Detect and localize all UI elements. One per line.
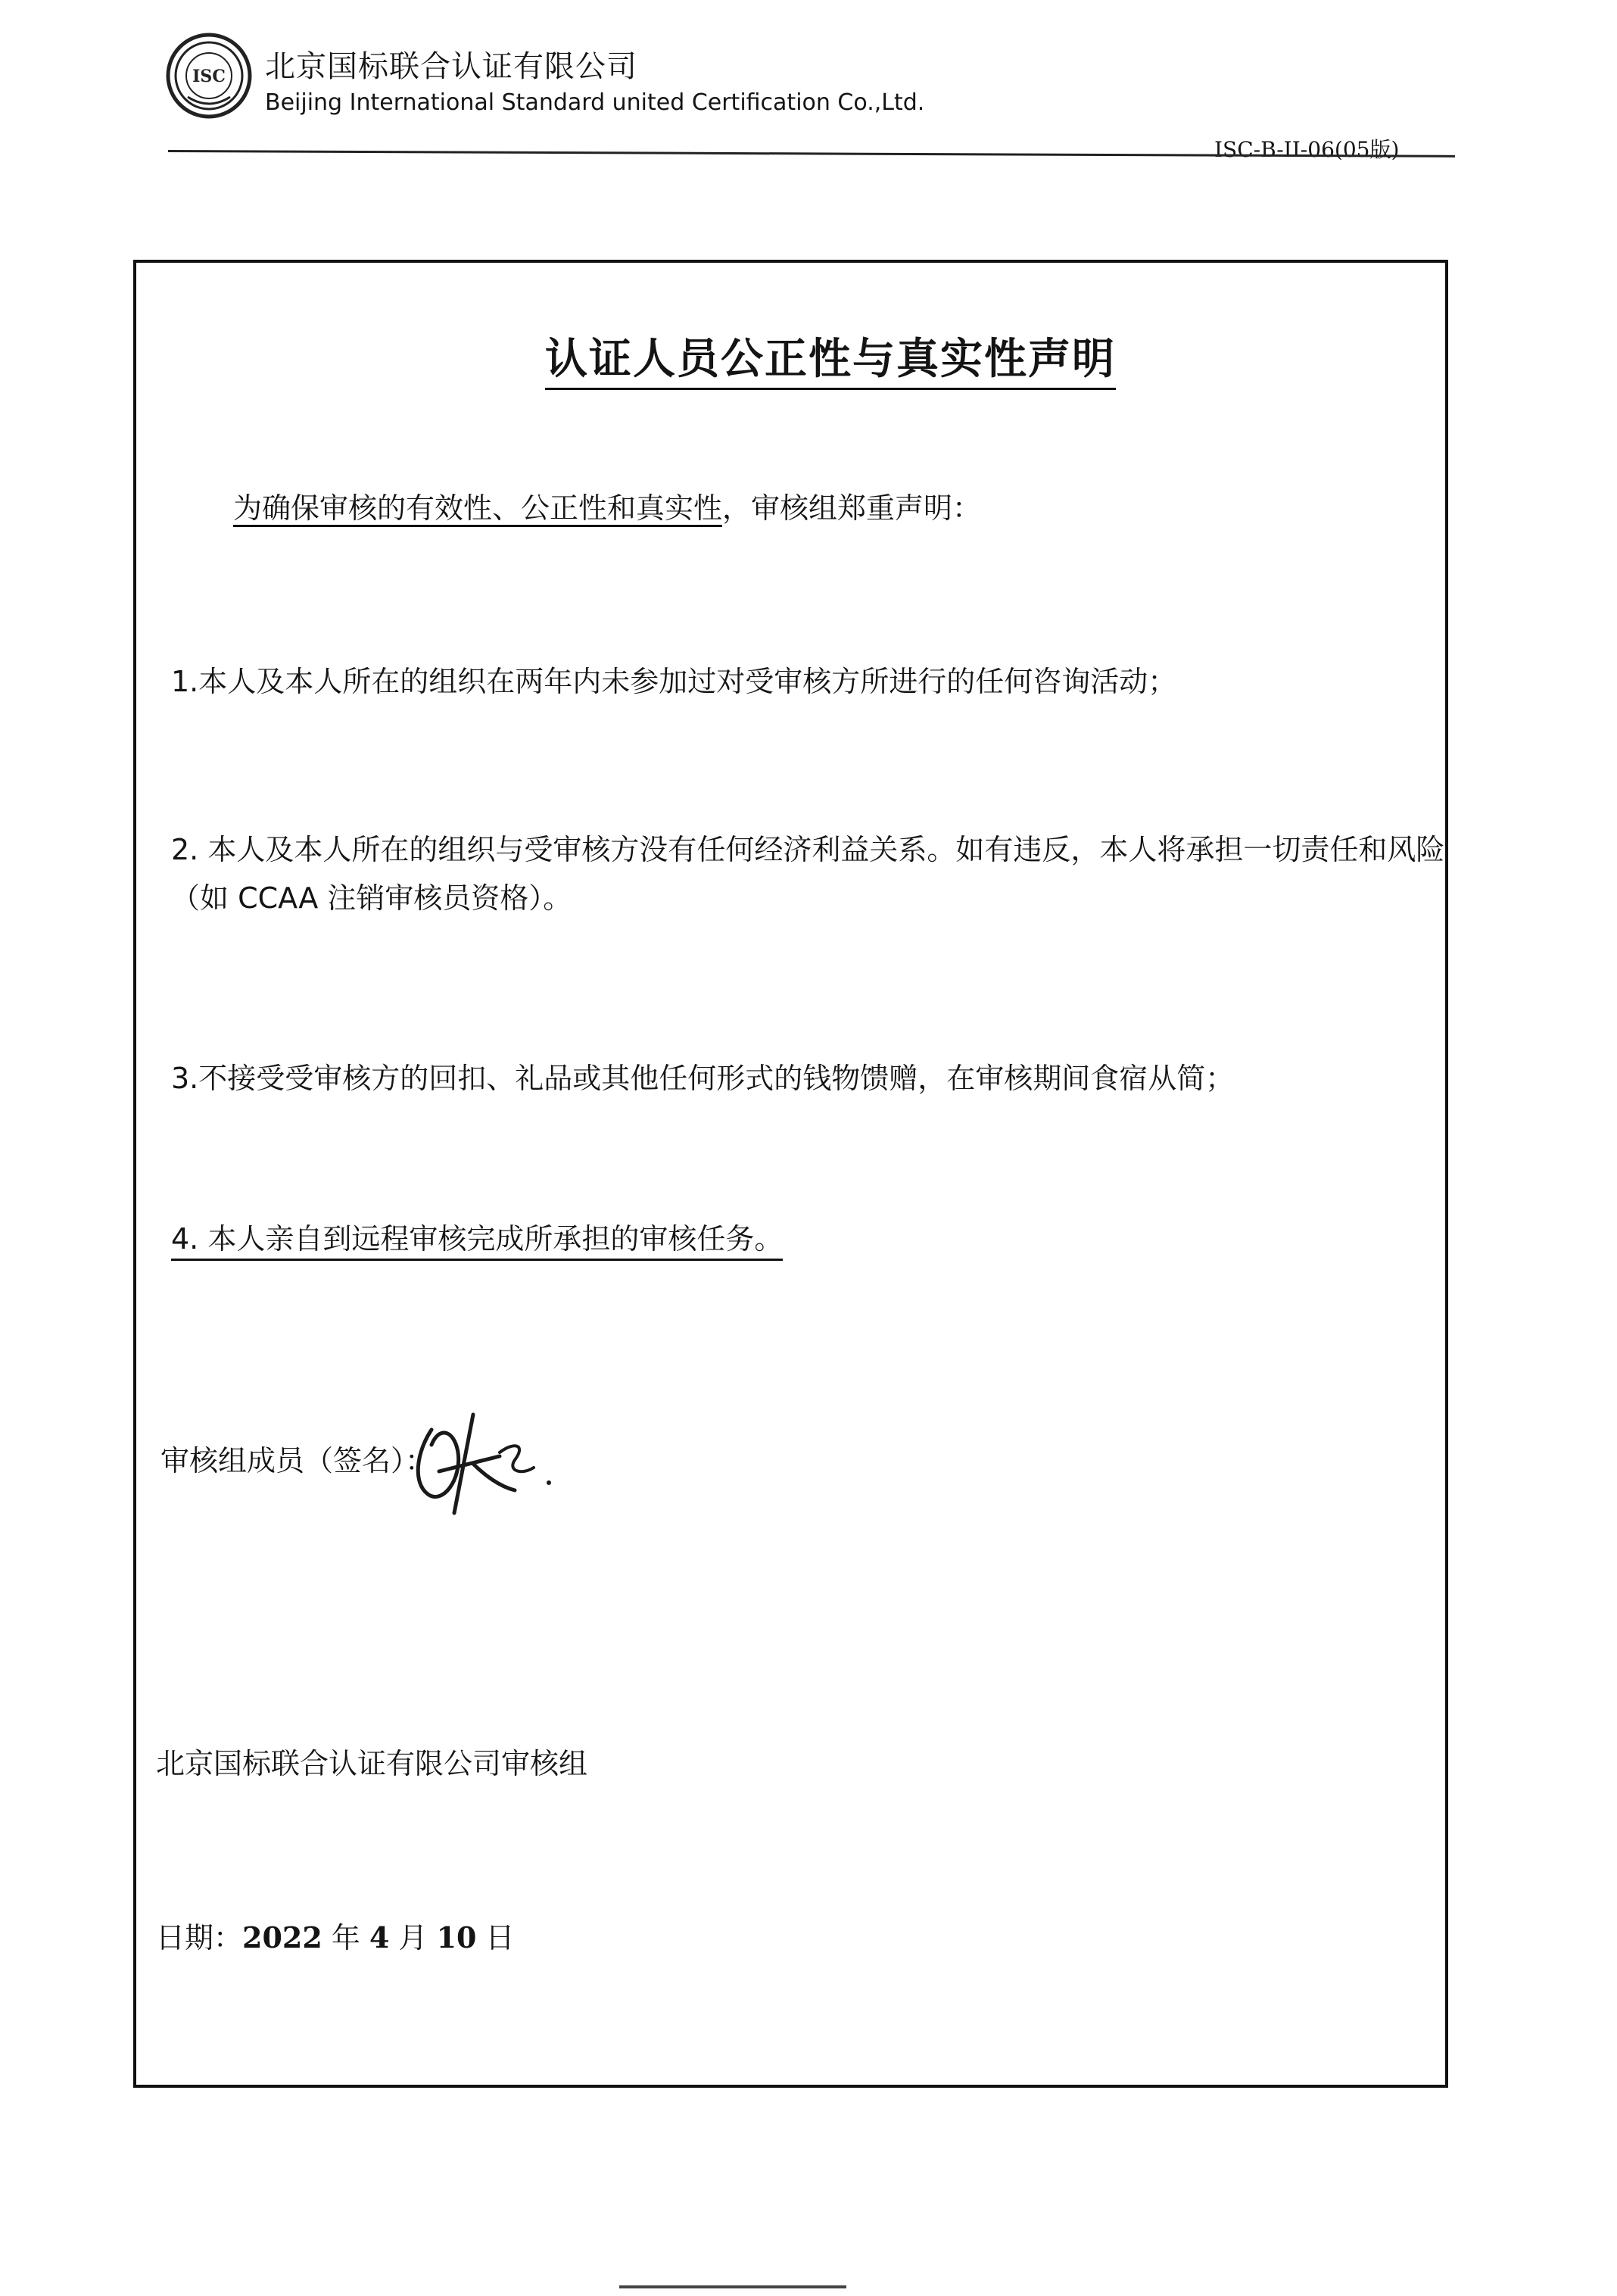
date-day-unit: 日 xyxy=(476,1921,515,1954)
page-footer-mark xyxy=(619,2285,846,2288)
declaration-item-4 xyxy=(171,1215,1443,1263)
svg-text:ISC: ISC xyxy=(192,67,226,86)
declaration-item-2: 2. 本人及本人所在的组织与受审核方没有任何经济利益关系。如有违反，本人将承担一切责任和风险（如 CCAA 注销审核员资格）。 xyxy=(171,833,1445,915)
intro-rest-text: ，审核组郑重声明： xyxy=(722,491,982,525)
declaration-frame xyxy=(133,260,1448,2088)
date-day: 10 xyxy=(436,1920,477,1954)
date-year: 2022 xyxy=(242,1920,322,1954)
declaration-item-3: 3.不接受受审核方的回扣、礼品或其他任何形式的钱物馈赠，在审核期间食宿从简； xyxy=(171,1062,1235,1095)
declaration-item-1: 1.本人及本人所在的组织在两年内未参加过对受审核方所进行的任何咨询活动； xyxy=(171,665,1177,698)
company-name-en: Beijing International Standard united Certification Co.,Ltd. xyxy=(265,89,925,116)
date-month-unit: 月 xyxy=(389,1921,437,1954)
handwritten-signature-icon xyxy=(401,1399,568,1528)
date-month: 4 xyxy=(369,1920,390,1954)
declaration-date xyxy=(156,1914,515,1956)
company-name-cn: 北京国标联合认证有限公司 xyxy=(265,49,637,84)
intro-paragraph xyxy=(233,485,981,526)
date-label: 日期： xyxy=(156,1921,243,1954)
date-year-unit: 年 xyxy=(322,1921,369,1954)
document-title: 认证人员公正性与真实性声明 xyxy=(545,326,1116,390)
declaration-item-4-text: 4. 本人亲自到远程审核完成所承担的审核任务。 xyxy=(171,1222,783,1261)
intro-underlined-text: 为确保审核的有效性、公正性和真实性 xyxy=(233,491,722,527)
signature-label: 审核组成员（签名）： xyxy=(160,1444,435,1477)
audit-team-name: 北京国标联合认证有限公司审核组 xyxy=(156,1747,588,1780)
company-logo-icon xyxy=(165,32,253,120)
letterhead xyxy=(0,0,1617,204)
document-code: ISC-B-II-06(05版) xyxy=(1214,137,1400,162)
